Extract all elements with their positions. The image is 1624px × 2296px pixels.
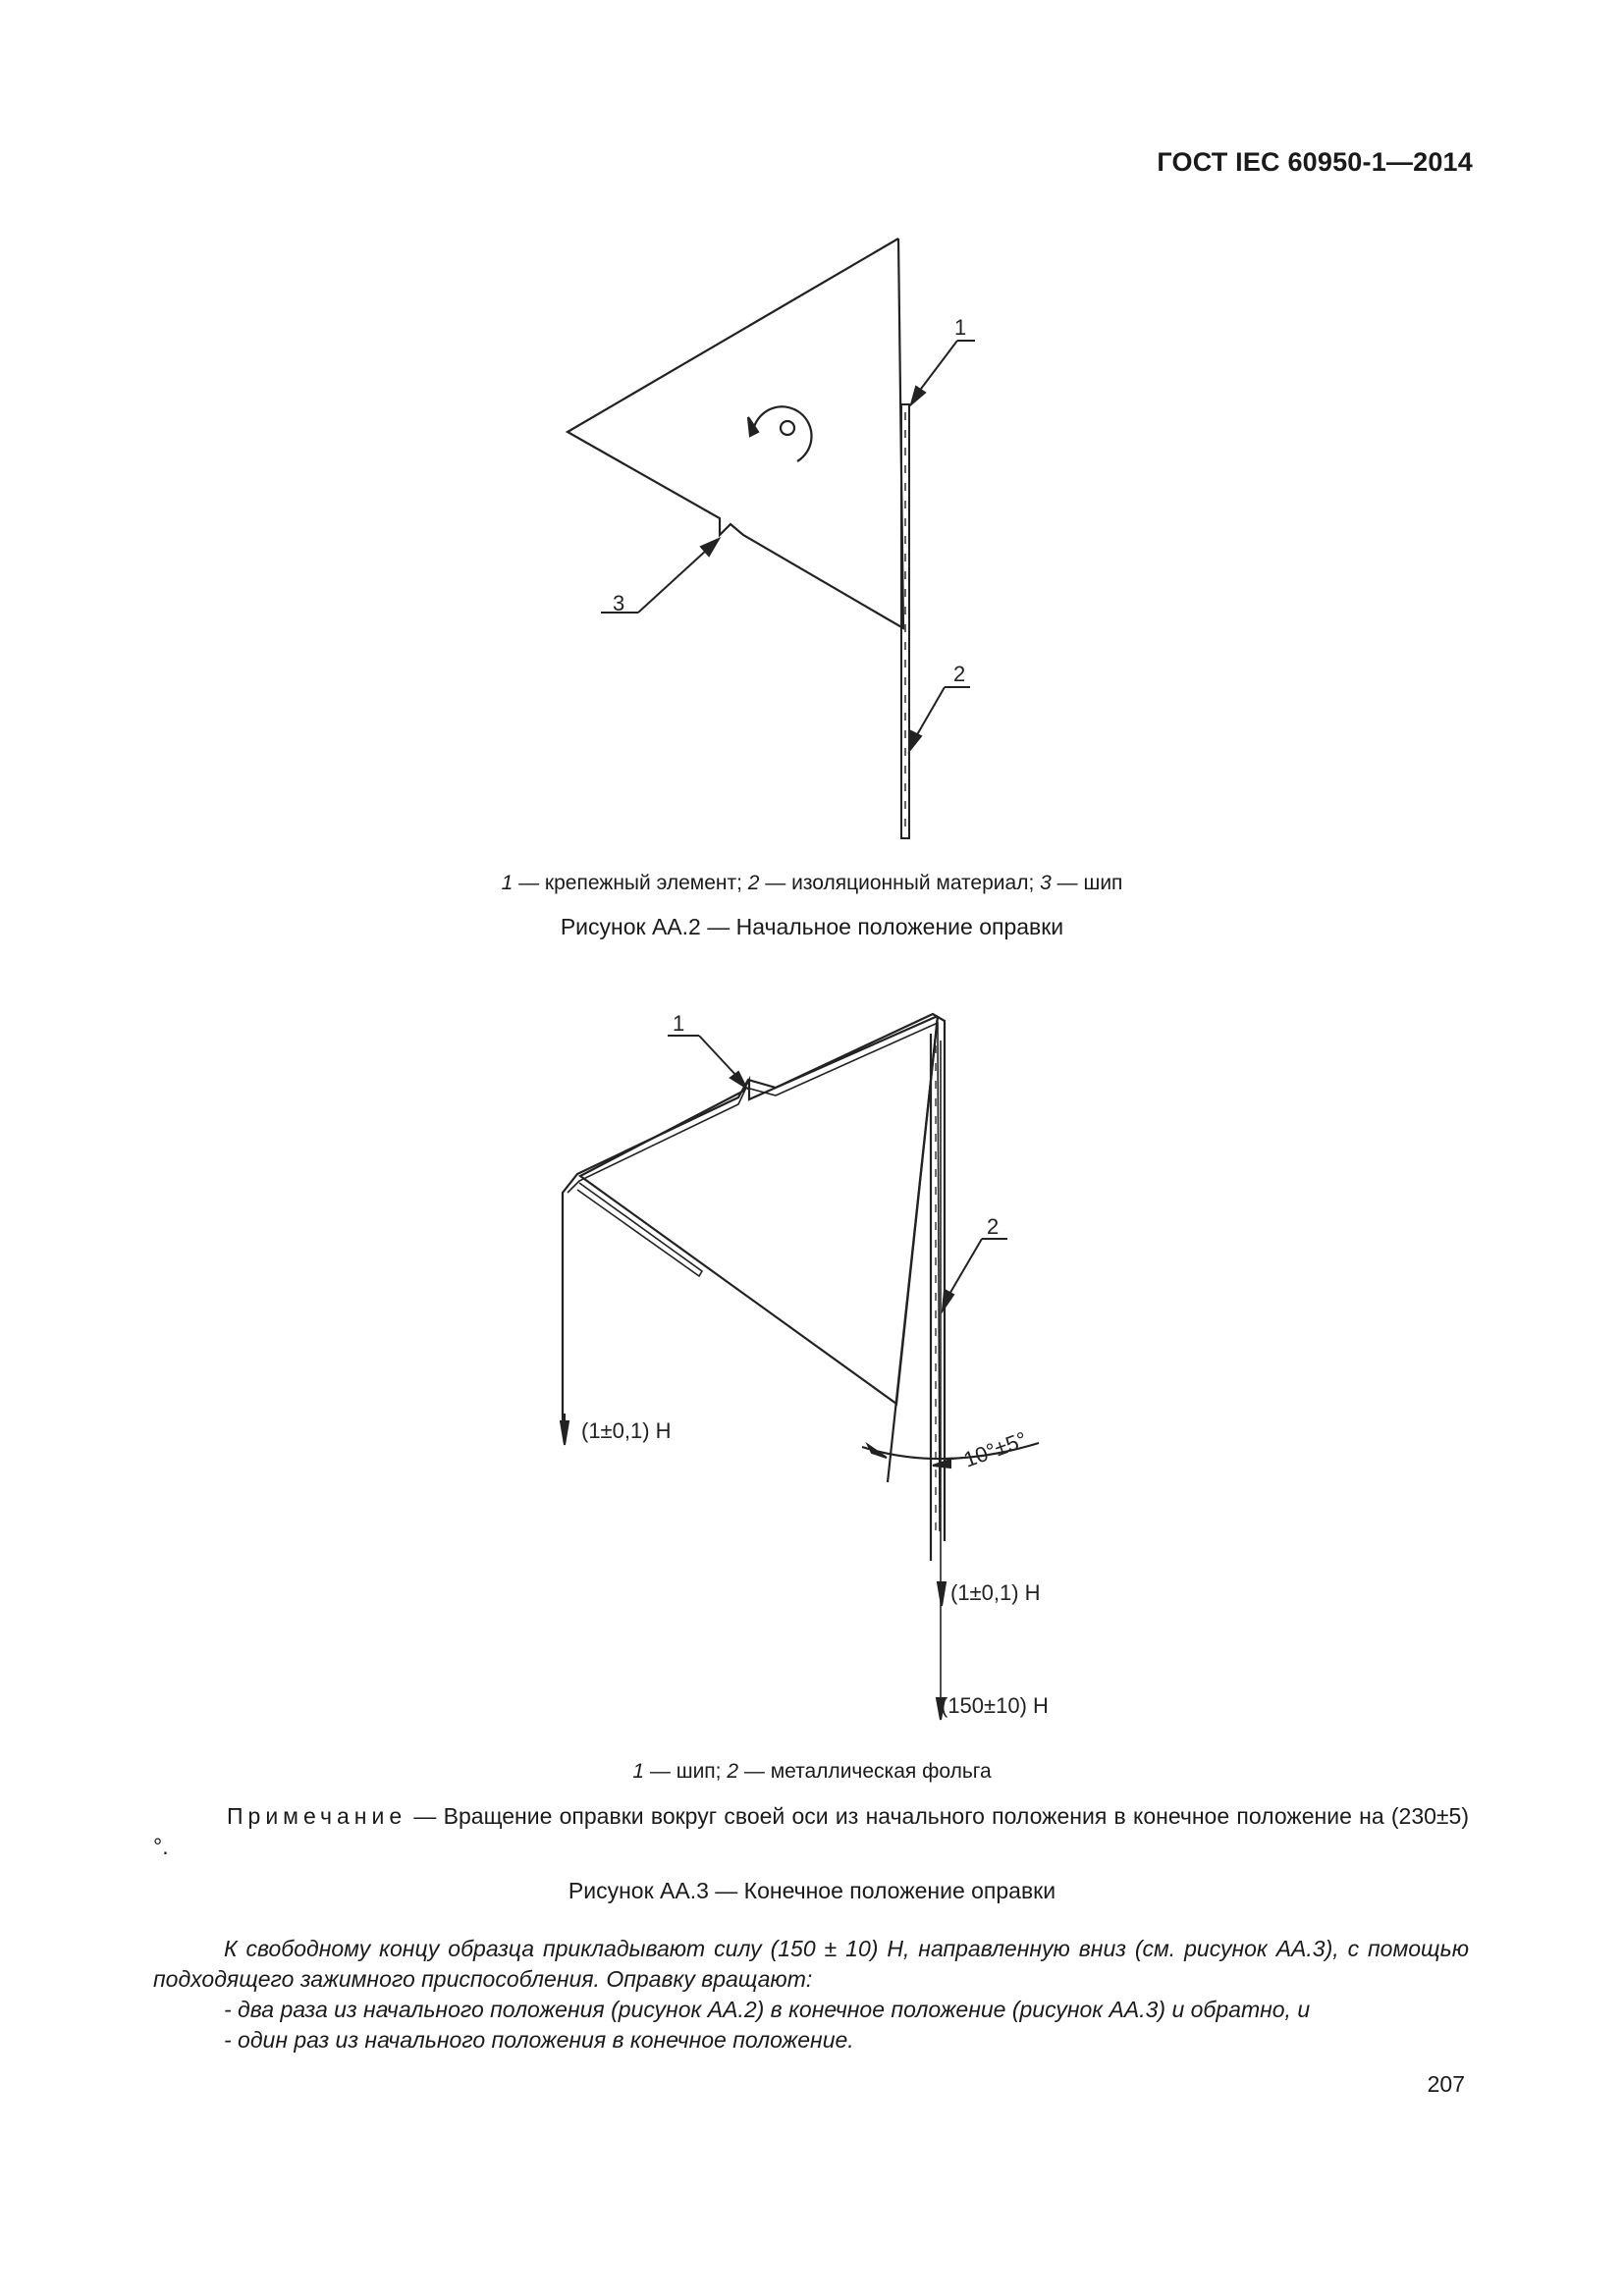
figure-aa3-drawing [0, 972, 1624, 1737]
mandrel-triangle [568, 239, 903, 628]
metal-foil [563, 1014, 945, 1541]
page-number: 207 [1427, 2071, 1465, 2097]
figure1-legend: 1 — крепежный элемент; 2 — изоляционный материал; 3 — шип [501, 872, 1123, 894]
figure2-legend: 1 — шип; 2 — металлическая фольга [632, 1760, 992, 1783]
figure2-note [153, 1801, 1469, 1862]
body-text [153, 1934, 1469, 2056]
angle-label: 10°±5° [960, 1426, 1031, 1472]
note-text: — Вращение оправки вокруг своей оси из начального положения в конечное положение на (230±5)°. [153, 1803, 1469, 1859]
force-label-mid: (1±0,1) Н [950, 1580, 1041, 1605]
force-label-left: (1±0,1) Н [581, 1418, 672, 1443]
fig1-callout-1: 1 [954, 315, 967, 340]
figure-aa2-drawing [0, 0, 1624, 883]
figure2-caption: Рисунок AA.3 — Конечное положение оправки [568, 1878, 1056, 1903]
body-paragraph: К свободному концу образца прикладывают силу (150 ± 10) Н, направленную вниз (см. рисунок АА.3), с помощью подходящего зажимного приспособления. Оправку вращают: [153, 1936, 1469, 1992]
note-label: Примечание [227, 1803, 407, 1829]
list-item: - один раз из начального положения в конечное положение. [224, 2027, 854, 2053]
list-item: - два раза из начального положения (рисунок АА.2) в конечное положение (рисунок АА.3) и обратно, и [224, 1997, 1311, 2022]
document-header: ГОСТ IEC 60950-1—2014 [1157, 147, 1473, 177]
mandrel-axis-icon [781, 421, 794, 435]
fig2-callout-1: 1 [673, 1011, 685, 1036]
figure1-caption: Рисунок AA.2 — Начальное положение оправки [560, 914, 1064, 939]
fig1-callout-2: 2 [953, 662, 966, 686]
fig2-callout-2: 2 [987, 1214, 1000, 1239]
fig1-callout-3: 3 [613, 591, 625, 615]
mandrel-triangle-rotated [580, 1016, 938, 1404]
force-label-bottom: (150±10) Н [941, 1693, 1049, 1718]
